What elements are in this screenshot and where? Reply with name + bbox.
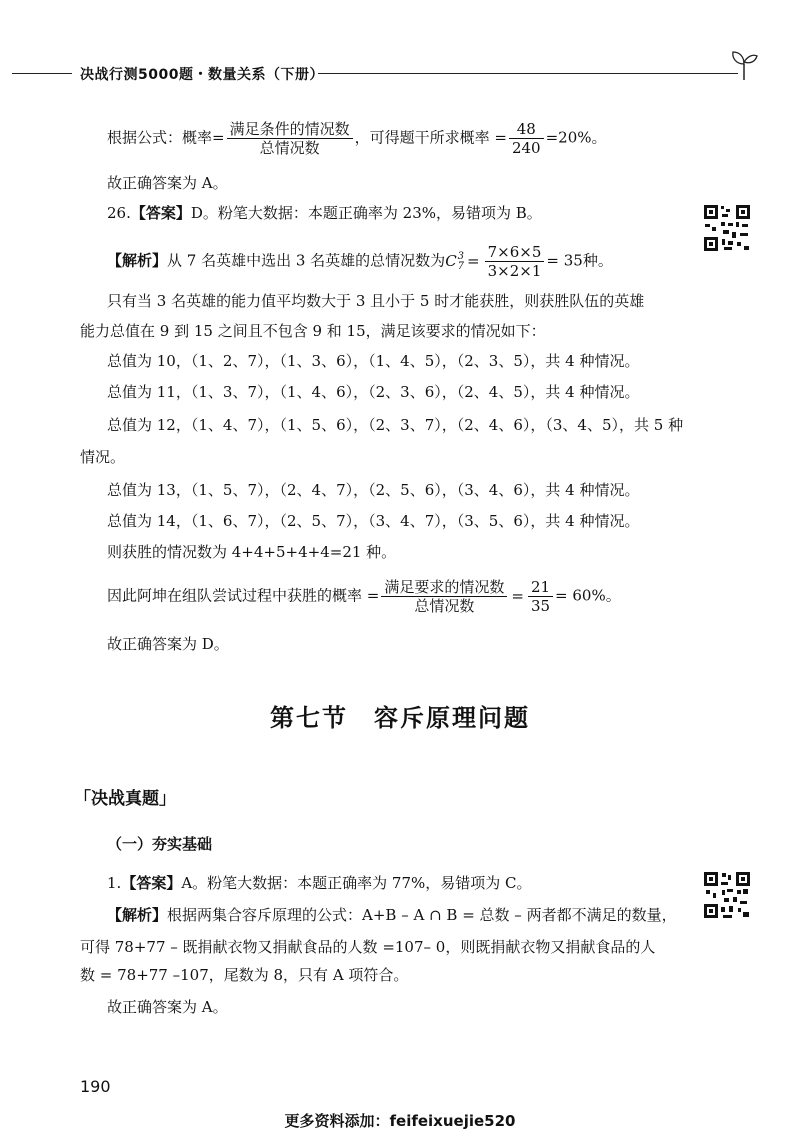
qr-pattern [702, 203, 752, 253]
sum-line: 则获胜的情况数为 4+4+5+4+4=21 种。 [107, 543, 397, 561]
fraction-denominator: 35 [530, 597, 551, 615]
formula-prefix: 根据公式：概率= [107, 128, 225, 147]
formula-suffix: =20%。 [545, 128, 607, 147]
case-line-total-12: 总值为 12，（1、4、7），（1、5、6），（2、3、7），（2、4、6），（3、4、5），共 5 种 [107, 416, 684, 434]
formula-suffix: = 35种。 [546, 251, 613, 270]
case-line-total-12-cont: 情况。 [80, 448, 126, 466]
answer-conclusion-d: 故正确答案为 D。 [107, 635, 229, 653]
running-header-title: 决战行测5000题・数量关系（下册） [80, 67, 324, 83]
page-number: 190 [80, 1077, 111, 1096]
answer-text: D。粉笔大数据：本题正确率为 23%，易错项为 B。 [190, 204, 542, 222]
qr-pattern [702, 870, 752, 920]
body-line: 能力总值在 9 到 15 之间且不包含 9 和 15，满足该要求的情况如下： [80, 322, 546, 340]
analysis-tag: 【解析】 [107, 906, 168, 924]
q1-answer-line [107, 872, 532, 894]
case-line-total-10: 总值为 10，（1、2、7），（1、3、6），（1、4、5），（2、3、5），共 4 种情况。 [107, 352, 640, 370]
q1-analysis-line-3: 数 = 78+77 –107，尾数为 8，只有 A 项符合。 [80, 966, 409, 984]
question-number: 26. [107, 204, 131, 222]
q26-answer-line [107, 202, 542, 224]
subheading-real-questions: 「决战真题」 [74, 789, 176, 809]
fraction-requirement [381, 578, 507, 615]
fraction-denominator: 3×2×1 [487, 262, 542, 280]
answer-tag: 【答案】 [130, 204, 191, 222]
combination-subscript: 7 [457, 260, 465, 272]
fraction-numerator: 7×6×5 [485, 243, 545, 262]
analysis-tag: 【解析】 [107, 251, 168, 270]
group-heading: （一）夯实基础 [107, 835, 213, 853]
q1-conclusion: 故正确答案为 A。 [107, 998, 228, 1016]
answer-conclusion-a: 故正确答案为 A。 [107, 174, 228, 192]
qr-code-q26[interactable] [702, 203, 752, 253]
fraction-denominator: 总情况数 [414, 597, 475, 615]
formula-line-probability [107, 120, 607, 157]
fraction-numerator: 48 [509, 120, 544, 139]
q26-analysis-line [107, 243, 613, 280]
equals-sign: = [511, 586, 524, 605]
qr-code-q1[interactable] [702, 870, 752, 920]
case-line-total-11: 总值为 11，（1、3、7），（1、4、6），（2、3、6），（2、4、5），共 4 种情况。 [107, 383, 640, 401]
combination-symbol [445, 252, 464, 270]
probability-result-line [107, 578, 621, 615]
analysis-text: 从 7 名英雄中选出 3 名英雄的总情况数为 [167, 251, 446, 270]
fraction-condition [227, 120, 353, 157]
q1-analysis-line-1 [107, 904, 677, 926]
combination-superscript: 3 [457, 250, 465, 262]
fraction-value [528, 578, 553, 615]
question-number: 1. [107, 874, 122, 892]
fraction-numerator: 满足条件的情况数 [227, 120, 353, 139]
q1-analysis-line-2: 可得 78+77 – 既捐献衣物又捐献食品的人数 =107– 0，则既捐献衣物又捐献食品的人 [80, 938, 656, 956]
fraction-numerator: 21 [528, 578, 553, 597]
answer-tag: 【答案】 [121, 874, 182, 892]
combination-letter: C [445, 251, 457, 270]
fraction-numerator: 满足要求的情况数 [381, 578, 507, 597]
header-rule-right [318, 73, 738, 74]
fraction-denominator: 240 [511, 139, 541, 157]
formula-prefix: 因此阿坤在组队尝试过程中获胜的概率 = [107, 586, 380, 605]
formula-middle: ，可得题干所求概率 = [354, 128, 507, 147]
body-line: 只有当 3 名英雄的能力值平均数大于 3 且小于 5 时才能获胜，则获胜队伍的英雄 [107, 292, 645, 310]
equals-sign: = [467, 251, 480, 270]
sprout-icon [730, 46, 758, 80]
fraction-value [509, 120, 544, 157]
analysis-text: 根据两集合容斥原理的公式：A+B – A ∩ B = 总数 – 两者都不满足的数量， [167, 906, 677, 924]
case-line-total-13: 总值为 13，（1、5、7），（2、4、7），（2、5、6），（3、4、6），共 4 种情况。 [107, 481, 640, 499]
section-title: 第七节 容斥原理问题 [270, 704, 530, 732]
answer-text: A。粉笔大数据：本题正确率为 77%，易错项为 C。 [181, 874, 532, 892]
footer-note: 更多资料添加：feifeixuejie520 [284, 1112, 516, 1130]
fraction-denominator: 总情况数 [259, 139, 320, 157]
header-rule-left [12, 73, 72, 74]
formula-suffix: = 60%。 [555, 586, 621, 605]
fraction-combination [485, 243, 545, 280]
case-line-total-14: 总值为 14，（1、6、7），（2、5、7），（3、4、7），（3、5、6），共 4 种情况。 [107, 512, 640, 530]
